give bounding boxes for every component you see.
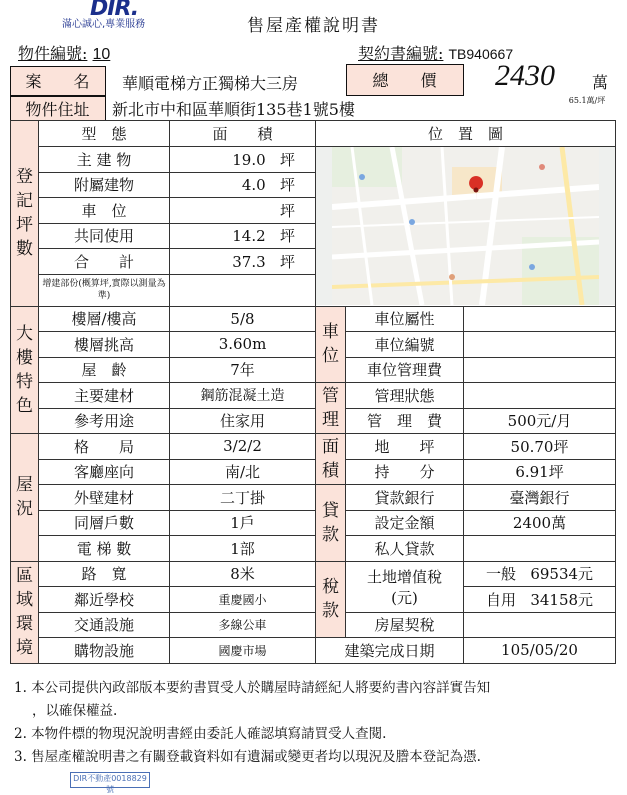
land-tax-self: 自用 34158元: [464, 587, 616, 613]
price-unit: 萬: [591, 72, 608, 92]
land-tax-general: 一般 69534元: [464, 561, 616, 587]
area-value: 6.91坪: [464, 459, 616, 485]
management-label: 管理狀態: [346, 383, 464, 409]
house-value: 1戶: [170, 510, 316, 536]
logo-mark: DIR.: [90, 0, 139, 21]
management-label: 管 理 費: [346, 408, 464, 434]
col-map-header: 位 置 圖: [316, 121, 616, 147]
reg-area: 14.2 坪: [170, 223, 316, 249]
building-value: 7年: [170, 357, 316, 383]
location-map: [316, 147, 616, 307]
building-label: 樓層/樓高: [39, 306, 170, 332]
loan-label: 私人貸款: [346, 536, 464, 562]
loan-value: [464, 536, 616, 562]
house-value: 3/2/2: [170, 434, 316, 460]
house-label: 電 梯 數: [39, 536, 170, 562]
env-value: 國慶市場: [170, 638, 316, 664]
building-label: 樓層挑高: [39, 332, 170, 358]
house-value: 1部: [170, 536, 316, 562]
document-title: 售屋產權說明書: [247, 16, 380, 36]
tax-section-label: 稅款: [316, 561, 346, 638]
reg-area: 坪: [170, 198, 316, 224]
reg-area: 19.0 坪: [170, 147, 316, 173]
parking-label: 車位屬性: [346, 306, 464, 332]
building-value: 5/8: [170, 306, 316, 332]
env-value: 8米: [170, 561, 316, 587]
note-line: ，以確保權益.: [32, 703, 118, 719]
note-line: 3. 售屋產權說明書之有關登載資料如有遺漏或變更者均以現況及謄本登記為憑.: [14, 749, 481, 765]
area-section-label: 面積: [316, 434, 346, 485]
reg-type: 車 位: [39, 198, 170, 224]
note-line: 2. 本物件標的物現況說明書經由委託人確認填寫請買受人查閱.: [14, 726, 387, 742]
area-value: 50.70坪: [464, 434, 616, 460]
building-label: 屋 齡: [39, 357, 170, 383]
env-label: 購物設施: [39, 638, 170, 664]
case-name: 華順電梯方正獨梯大三房: [122, 73, 299, 93]
note-line: 1. 本公司提供內政部版本要約書買受人於購屋時請經紀人將要約書內容詳實告知: [14, 680, 491, 696]
reg-type: 共同使用: [39, 223, 170, 249]
building-section-label: 大樓特色: [11, 306, 39, 434]
contract-number: 契約書編號: TB940667: [358, 44, 514, 63]
house-label: 同層戶數: [39, 510, 170, 536]
extension-area: [170, 274, 316, 306]
loan-label: 設定金額: [346, 510, 464, 536]
building-value: 住家用: [170, 408, 316, 434]
loan-label: 貸款銀行: [346, 485, 464, 511]
land-tax-label: 土地增值稅 (元): [346, 561, 464, 612]
reg-type: 主 建 物: [39, 147, 170, 173]
management-value: [464, 383, 616, 409]
reg-type-total: 合 計: [39, 249, 170, 275]
address-value: 新北市中和區華順街135巷1號5樓: [112, 100, 355, 119]
col-area-header: 面 積: [170, 121, 316, 147]
area-label: 持 分: [346, 459, 464, 485]
parking-value: [464, 332, 616, 358]
building-value: 3.60m: [170, 332, 316, 358]
house-section-label: 屋況: [11, 434, 39, 562]
house-value: 南/北: [170, 459, 316, 485]
total-price: 2430: [495, 59, 555, 92]
parking-label: 車位編號: [346, 332, 464, 358]
environment-section-label: 區域環境: [11, 561, 39, 663]
env-label: 路 寬: [39, 561, 170, 587]
parking-value: [464, 357, 616, 383]
env-label: 鄰近學校: [39, 587, 170, 613]
parking-label: 車位管理費: [346, 357, 464, 383]
notes: [14, 677, 490, 769]
map-graphic: [332, 147, 599, 305]
registration-section-label: 登記坪數: [11, 121, 39, 307]
env-label: 交通設施: [39, 612, 170, 638]
house-label: 外壁建材: [39, 485, 170, 511]
property-number: 物件編號: 10: [18, 44, 111, 63]
deed-tax-label: 房屋契稅: [346, 612, 464, 638]
address-label-box: 物件住址: [10, 96, 106, 121]
env-value: 多線公車: [170, 612, 316, 638]
building-label: 參考用途: [39, 408, 170, 434]
extension-note: 增建部份(概算坪,實際以測量為準): [39, 274, 170, 306]
building-value: 鋼筋混凝土造: [170, 383, 316, 409]
price-label-box: 總 價: [346, 64, 464, 96]
col-type-header: 型 態: [39, 121, 170, 147]
property-table: [10, 120, 616, 664]
reg-area-total: 37.3 坪: [170, 249, 316, 275]
logo-subtitle: 滿心誠心,專業服務: [62, 19, 146, 30]
parking-section-label: 車位: [316, 306, 346, 383]
house-value: 二丁掛: [170, 485, 316, 511]
area-label: 地 坪: [346, 434, 464, 460]
reg-area: 4.0 坪: [170, 172, 316, 198]
reg-type: 附屬建物: [39, 172, 170, 198]
license-stamp: DIR不動產0018829號: [70, 772, 150, 788]
loan-value: 2400萬: [464, 510, 616, 536]
house-label: 客廳座向: [39, 459, 170, 485]
deed-tax-value: [464, 612, 616, 638]
management-section-label: 管理: [316, 383, 346, 434]
completion-date-label: 建築完成日期: [316, 638, 464, 664]
loan-section-label: 貸款: [316, 485, 346, 562]
completion-date-value: 105/05/20: [464, 638, 616, 664]
house-label: 格 局: [39, 434, 170, 460]
parking-value: [464, 306, 616, 332]
case-label-box: 案 名: [10, 66, 106, 96]
unit-price: 65.1萬/坪: [568, 95, 606, 105]
building-label: 主要建材: [39, 383, 170, 409]
env-value: 重慶國小: [170, 587, 316, 613]
management-value: 500元/月: [464, 408, 616, 434]
loan-value: 臺灣銀行: [464, 485, 616, 511]
